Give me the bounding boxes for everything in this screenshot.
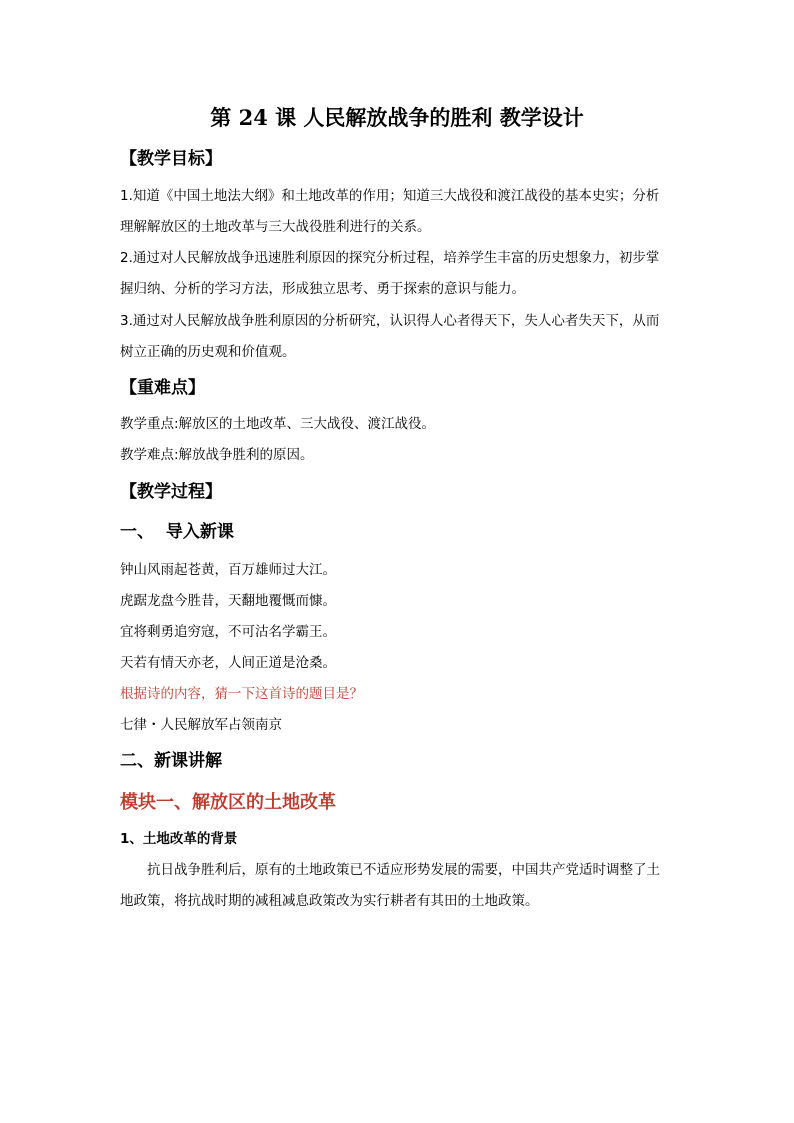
objective-3-line-1: 3.通过对人民解放战争胜利原因的分析研究，认识得人心者得天下，失人心者失天下，从而 xyxy=(120,313,660,329)
key-focus-text: 教学重点:解放区的土地改革、三大战役、渡江战役。 xyxy=(120,416,436,432)
key-difficulty-text: 教学难点:解放战争胜利的原因。 xyxy=(120,447,314,463)
objective-2-line-1: 2.通过对人民解放战争迅速胜利原因的探究分析过程，培养学生丰富的历史想象力，初步掌 xyxy=(120,250,660,266)
intro-heading: 一、 导入新课 xyxy=(120,522,234,542)
new-lesson-heading: 二、新课讲解 xyxy=(120,751,222,771)
objective-1-line-1: 1.知道《中国土地法大纲》和土地改革的作用；知道三大战役和渡江战役的基本史实；分析 xyxy=(120,188,660,204)
objective-1-line-2: 理解解放区的土地改革与三大战役胜利进行的关系。 xyxy=(120,219,431,235)
intro-answer: 七律・人民解放军占领南京 xyxy=(120,717,282,733)
process-heading: 【教学过程】 xyxy=(120,482,222,502)
background-paragraph-line-2: 地政策，将抗战时期的减租减息政策改为实行耕者有其田的土地政策。 xyxy=(120,893,539,909)
objective-2-line-2: 握归纳、分析的学习方法，形成独立思考、勇于探索的意识与能力。 xyxy=(120,281,525,297)
objectives-heading: 【教学目标】 xyxy=(120,149,222,169)
poem-line-3: 宜将剩勇追穷寇，不可沽名学霸王。 xyxy=(120,624,336,640)
poem-line-4: 天若有情天亦老，人间正道是沧桑。 xyxy=(120,655,336,671)
intro-question: 根据诗的内容，猜一下这首诗的题目是？ xyxy=(120,686,363,702)
objective-3-line-2: 树立正确的历史观和价值观。 xyxy=(120,344,296,360)
land-reform-background-heading: 1、土地改革的背景 xyxy=(120,831,238,847)
poem-line-2: 虎踞龙盘今胜昔，天翻地覆慨而慷。 xyxy=(120,593,336,609)
background-paragraph-line-1: 抗日战争胜利后，原有的土地政策已不适应形势发展的需要，中国共产党适时调整了土 xyxy=(147,862,660,878)
key-points-heading: 【重难点】 xyxy=(120,378,205,398)
poem-line-1: 钟山风雨起苍黄，百万雄师过大江。 xyxy=(120,562,336,578)
module-1-heading: 模块一、解放区的土地改革 xyxy=(120,792,336,813)
document-title: 第 24 课 人民解放战争的胜利 教学设计 xyxy=(210,105,584,130)
